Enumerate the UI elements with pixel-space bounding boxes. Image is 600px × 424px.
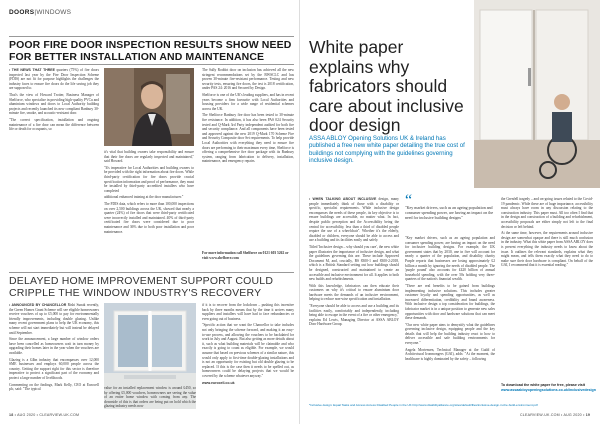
pull-quote bbox=[405, 192, 495, 221]
article1-contact bbox=[202, 251, 294, 260]
article2-paragraph: Commenting on the findings, Mark Kelly, CEO at Eurocell plc, said: "The typical bbox=[9, 382, 99, 392]
article2-column-3 bbox=[202, 303, 294, 409]
article1-contact-text: For more information call Shelforce on 0121 603 5262 or visit www.shelforce.com bbox=[202, 251, 289, 260]
article1-headline-line1: POOR FIRE DOOR INSPECTION RESULTS SHOW NEED bbox=[9, 39, 292, 51]
article2-paragraph: "Specific action that we want the Chancellor to take includes not only bringing the scheme forward, and making it an easy-to-use process, and allowing the vouchers to be backdated for work in July and August. But also getting as more details about it, such as what building materials will be claimable and who exactly is going to count as eligible. For example, we would assume that based on previous schemes of a similar nature, this would only apply to first-time double-glazing installations and is not an opportunity for existing but old double glazing to be replaced. If this is the case then it needs to be spelled out, as homeowners could be delaying projects that we would be covered by the scheme whatever anyway." bbox=[202, 323, 294, 378]
article3-paragraph: Titled 'Inclusive design – why should you care', the new white paper illustrates the importance of inclusive design, and what the guidelines governing this are. These include Approved Document M, and, crucially, BS 8300-1 and 8300-2:2018, which is a British Standard setting out how buildings should be designed, constructed and maintained to create an accessible and inclusive environment for all. It applies to both new builds and refurbishments. bbox=[309, 244, 399, 282]
article2-column-2 bbox=[104, 386, 196, 412]
accessible-door-photo-icon bbox=[474, 0, 600, 188]
left-folio: 18 • AUG 2020 • CLEARVIEW-UK.COM bbox=[9, 413, 80, 417]
article2-column-1 bbox=[9, 303, 99, 409]
article1-column-1 bbox=[9, 68, 99, 268]
article1-column-2 bbox=[104, 150, 194, 268]
article3-column-2 bbox=[405, 236, 495, 402]
article1-column-3 bbox=[202, 68, 294, 248]
download-box bbox=[501, 383, 596, 392]
article2-paragraph: value for an installed replacement window is around £450, so by offering £5,000 vouchers, homeowners are seeing the value of an entire home window with coming from any. The downside of this is that orders are being put on hold which the glazing industry needs now bbox=[104, 386, 196, 409]
page-number: 18 bbox=[9, 413, 14, 417]
article3-column-3 bbox=[501, 197, 593, 379]
page-gutter bbox=[299, 0, 300, 424]
article3-headline: White paper explains why fabricators should care about inclusive door design bbox=[309, 37, 464, 135]
article3-paragraph: "Everyone should be able to access and use a building and its facilities easily, comfortably and independently, including being able to escape in the event of a fire or other emergency," explains Ed Lewis, Managing Director at ASSA ABLOY Door Hardware Group. bbox=[309, 304, 399, 327]
article3-column-1 bbox=[309, 197, 399, 402]
section-label-bold: DOORS bbox=[9, 9, 35, 16]
article3-standfirst: ASSA ABLOY Opening Solutions UK & Ireland has published a free new white paper detailing the true cost of buildings not complying with the guidelines governing inclusive design. bbox=[309, 135, 465, 165]
article3-paragraph: Angela Mortensen, Technical Manager at the Guild of Architectural Ironmongers (GAI), adds: "At the moment, the healthcare is highly dominated by the safety – following bbox=[405, 347, 495, 361]
article3-paragraph: With this knowledge, fabricators can then educate their customers on why it's critical to ensure aluminium door hardware meets the demands of an inclusive environment, helping to reduce non-wise specification and installation. bbox=[309, 283, 399, 302]
article2-paragraph: Since the announcement, a large number of window orders have been cancelled as homeowners wait in turn money by upgrading their homes later in the year when the vouchers are available. bbox=[9, 337, 99, 355]
issue-date: AUG 2020 bbox=[17, 413, 36, 417]
article3-lead: • WHEN TALKING ABOUT INCLUSIVE bbox=[309, 197, 377, 201]
pull-quote-text: "Key market drivers, such as an ageing population and consumer spending power, are having an impact on the need for inclusive building designs" bbox=[405, 205, 494, 220]
site-name: CLEARVIEW-UK.COM bbox=[39, 413, 80, 417]
person-photo-icon bbox=[104, 68, 194, 146]
article1-paragraph: The Shelforce Banbury fire door has been tested to 30-minute fire resistance. In addition, it has also been PAS 024 Security tested and Q-Mark 3rd Party independent audited for both fire and security compliance. And all components have been tested and approved against the new 2019 Q-Mark 170 Scheme Fire and Security Composite door Set requirements. To help provide Local Authorities with everything they need to ensure fire doors are performing to their maximum every time, Shelforce is offering a comprehensive fire door package with its Banbury system, ranging from fabrication to delivery, installation, maintenance, and emergency repairs. bbox=[202, 113, 294, 164]
article1-photo bbox=[104, 68, 194, 146]
page-number: 19 bbox=[585, 413, 591, 417]
article2-website: www.eurocell.co.uk bbox=[202, 380, 235, 385]
section-label-thin: |WINDOWS bbox=[34, 9, 72, 16]
article3-paragraph: design, many people immediately think of those with a disability or specific, specialist requirements. While inclusive design encompasses the needs of these people, its key objective is to ensure buildings are accessible, no matter what. In fact, despite public perception and the Accessibility being the central for accessibility, less than a third of disabled people require the use of a wheelchair". Whether it's the elderly, disabled or children, everyone should be able to access and use a building and its facilities easily and safely. bbox=[309, 197, 399, 243]
article2-paragraph: Rishi Sunak recently, the Green Homes Grant Scheme will see eligible homeowners receive vouchers of up to £5,000 to pay for environmentally friendly improvements, including double glazing. Unlike many recent government plans to help the UK economy, this scheme will not start immediately but will instead be delayed until September. bbox=[9, 303, 99, 335]
article1-paragraph: quarters (75%) of fire doors inspected last year by the Fire Door Inspection Scheme (FDIS) are not fit for purpose highlights the challenges the industry faces to ensure fire doors do the life saving job they are supposed to. bbox=[9, 68, 99, 91]
article3-paragraph: "Our new white paper aims to demystify what the guidelines governing inclusive design, equipping people and the key details that will help the building industry react to how to deliver accessible and safe building environments for everyone." bbox=[405, 322, 495, 346]
article1-paragraph: Shelforce is one of the UK's leading suppliers, and has in recent years become a firm favourite with Local Authorities and housing providers for a wide range of residential schemes across the UK. bbox=[202, 92, 294, 111]
header-rule bbox=[9, 36, 294, 37]
article1-paragraph: "It's imperative for Local Authorities and building owners to be provided with the right information about fire doors. While third-party certification for fire doors provide crucial specification information and proof of performance, they must be installed by third-party accredited installers who have completed bbox=[104, 165, 194, 193]
quote-mark-icon: “ bbox=[405, 192, 413, 209]
article2-headline-line2: CRIPPLE THE WINDOW INDUSTRY'S RECOVERY bbox=[9, 287, 262, 299]
article2-lead: • ANNOUNCED BY CHANCELLOR bbox=[9, 303, 67, 307]
article2-paragraph: if it is to recover from the lockdown – pushing this incentive back by three months means that by the time it arrives many suppliers and installers will have had to face redundancies or even going out of business. bbox=[202, 303, 294, 321]
article1-headline bbox=[9, 39, 294, 63]
right-folio: CLEARVIEW-UK.COM • AUG 2020 • 19 bbox=[520, 413, 591, 417]
issue-date: AUG 2020 bbox=[563, 413, 582, 417]
article1-paragraph: The FDIS data, which refers to more than 100,000 inspections on over 2,500 buildings across the UK, showed that nearly a quarter (24%) of fire doors that were third-party certificated were incorrectly installed and maintained. 40% of third-party certificated fire doors were considered due to poor maintenance and 36% due to both poor installation and poor maintenance. bbox=[104, 201, 194, 234]
article1-paragraph: additional enhanced training at the door manufacturer." bbox=[104, 195, 184, 200]
article1-headline-line2: FOR BETTER INSTALLATION AND MAINTENANCE bbox=[9, 51, 265, 63]
article1-paragraph: The Sally Roddot door on inclusion has achieved all the new stringent recommendations set by the BWSCLC and has proven 30-minute fire-resistant performance. Testing and new security tests, ensuring fire doors, the test is 2018 certification, under PAS 24: 2016 and Secured by Design. bbox=[202, 68, 294, 91]
download-link[interactable]: www.assaabloyopeningsolutions.co.uk/inclusivedesign bbox=[501, 387, 596, 392]
article1-lead: • THE NEWS THAT THREE bbox=[9, 68, 55, 72]
article3-paragraph: "There are real benefits to be gained from buildings implementing inclusive solutions. This includes greater customer loyalty and spending opportunities, as well as increased differentiation, credibility and brand awareness. With inclusive design a top consideration for buildings, the fabricator market is in a unique position to generate new sales opportunities with door and hardware solutions that can meet these demands. bbox=[405, 283, 495, 321]
download-label: To download the white paper for free, please visit bbox=[501, 383, 586, 387]
article3-paragraph: "Key market drivers, such as an ageing population and consumer spending power, are having an impact on the need for inclusive building designs. For example, the UK government states that by 2030, one in five will account for nearly a quarter of the population, and disability charity Purple reports that businesses are losing approximately £2 billion a month by ignoring the needs of disabled people. The 'purple pound' also accounts for £420 billion of annual household spending, with the over 50s holding very three-quarters of the nation's financial wealth. bbox=[405, 236, 495, 282]
article1-paragraph: That's the view of Howard Trotter, Business Manager of Shelforce, who specialise in providing high-quality PVCu and aluminium windows and doors to Local Authority building projects and recently launched its new compliant Banbury 30-minute fire, smoke, and acoustic-resistant door. bbox=[9, 92, 99, 116]
article1-paragraph: it's vital that building owners take responsibility and ensure that their fire doors are regularly inspected and maintained," said Howard. bbox=[104, 150, 194, 164]
footnote: *Inclusive design: Equal Tasks and Access Access Disabled People in the UK http://www.disabilityalliance.org/sites/default/files/inclusive-design-in-the-build-environment.pdf bbox=[309, 403, 538, 407]
article3-paragraph: the Grenfell tragedy – and on-going issues related to the Covid-19 pandemic. While these are of huge importance, accessibility must always have room in any discussion relating to the construction industry. This paper must. All too often I find that in the design and construction of a building and refurbishment, accessibility proposals are either simply not left to the final decision or left behind. bbox=[501, 197, 593, 229]
article-divider bbox=[9, 272, 294, 273]
article1-paragraph: "The correct specification, installation and ongoing maintenance of a fire door can mean the difference between life or death for occupants, so bbox=[9, 117, 99, 132]
section-label bbox=[9, 9, 71, 16]
article3-photo bbox=[474, 0, 600, 188]
headline-rule bbox=[9, 64, 294, 65]
article2-headline bbox=[9, 275, 294, 299]
article2-paragraph: Glazing is a £4bn industry that encompasses over 12,000 SME businesses and employs 60,000 people across the country. Getting the support right for this sector is therefore imperative to protect a significant part of the economy and protect a large number of livelihoods. bbox=[9, 357, 99, 380]
article2-headline-line1: DELAYED HOME IMPROVEMENT SUPPORT COULD bbox=[9, 275, 274, 287]
site-name: CLEARVIEW-UK.COM bbox=[520, 413, 560, 417]
article3-paragraph: At the same time, however, the requirements around inclusive design are somewhat opaque and there is still much confusion in the industry. What this white paper from ASSA ABLOY does is present everything the industry needs to know about the issue. It outlines the relevant standards, explains what they might mean, and tells them exactly what they need to do to make sure their door hardware is compliant. On behalf of the GAI, I recommend that it is essential reading." bbox=[501, 231, 593, 268]
